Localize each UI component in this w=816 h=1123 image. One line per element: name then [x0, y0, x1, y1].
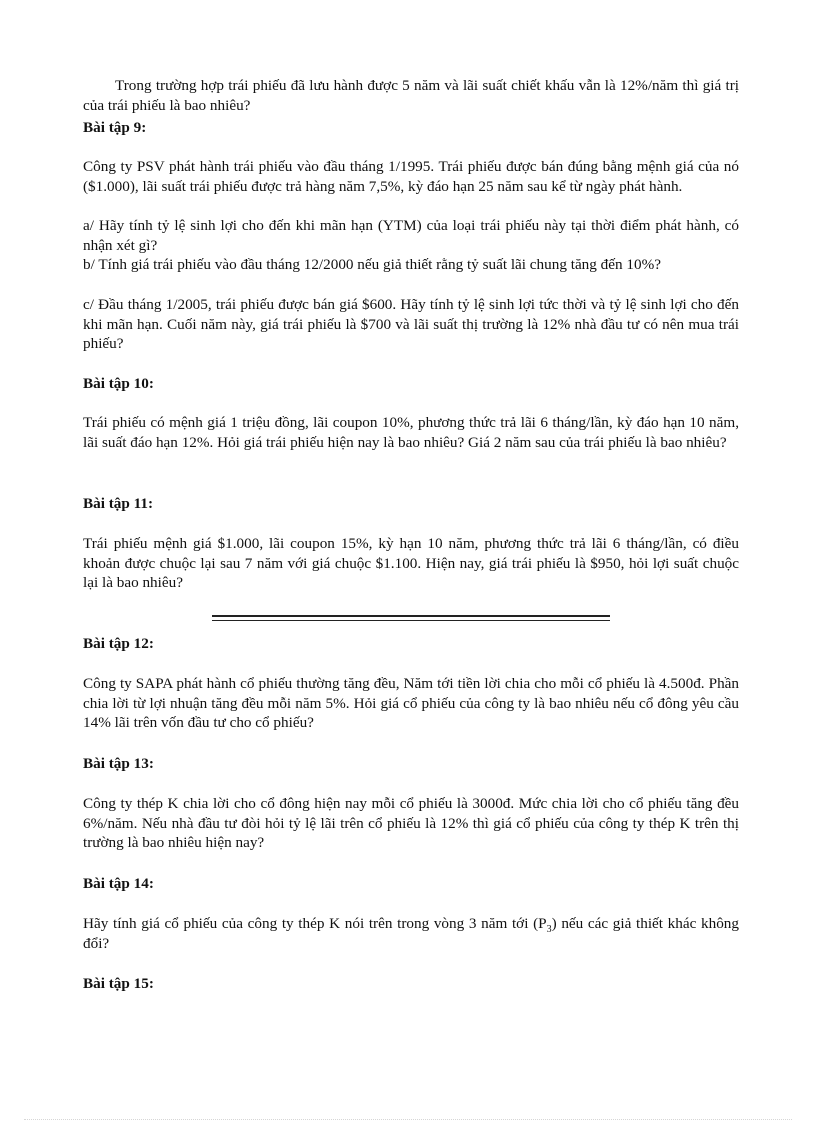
- exercise-15-heading: Bài tập 15:: [83, 975, 154, 992]
- intro-paragraph: Trong trường hợp trái phiếu đã lưu hành được 5 năm và lãi suất chiết khấu vẫn là 12%/năm thì giá trị của trái phiếu là bao nhiêu?: [83, 77, 739, 114]
- exercise-9-heading: Bài tập 9:: [83, 119, 147, 136]
- exercise-14-heading: Bài tập 14:: [83, 875, 154, 892]
- exercise-9-part-b: b/ Tính giá trái phiếu vào đầu tháng 12/2000 nếu giả thiết rằng tỷ suất lãi chung tăng đến 10%?: [83, 256, 661, 273]
- exercise-9-part-c: c/ Đầu tháng 1/2005, trái phiếu được bán giá $600. Hãy tính tỷ lệ sinh lợi tức thời và tỷ lệ sinh lợi cho đến khi mãn hạn. Cuối năm này, giá trái phiếu là $700 và lãi suất thị trường là 12% nhà đầu tư có nên mua trái phiếu?: [83, 296, 739, 352]
- exercise-9-body: Công ty PSV phát hành trái phiếu vào đầu tháng 1/1995. Trái phiếu được bán đúng bằng mệnh giá của nó ($1.000), lãi suất trái phiếu được trả hàng năm 7,5%, kỳ đáo hạn 25 năm sau kể từ ngày phát hành.: [83, 158, 739, 195]
- exercise-14-text-end: ) nếu các giả thiết khác không đổi?: [83, 915, 739, 952]
- exercise-14-body: [83, 914, 739, 953]
- exercise-11-body: Trái phiếu mệnh giá $1.000, lãi coupon 15%, kỳ hạn 10 năm, phương thức trả lãi 6 tháng/lần, có điều khoản được chuộc lại sau 7 năm với giá chuộc $1.100. Hiện nay, giá trái phiếu là $950, hỏi lợi suất chuộc lại là bao nhiêu?: [83, 535, 739, 591]
- exercise-14-subscript: 3: [546, 924, 552, 936]
- exercise-9-part-a: a/ Hãy tính tỷ lệ sinh lợi cho đến khi mãn hạn (YTM) của loại trái phiếu này tại thời điểm phát hành, có nhận xét gì?: [83, 217, 739, 254]
- exercise-10-body: Trái phiếu có mệnh giá 1 triệu đồng, lãi coupon 10%, phương thức trả lãi 6 tháng/lần, kỳ đáo hạn 10 năm, lãi suất đáo hạn 12%. Hỏi giá trái phiếu hiện nay là bao nhiêu? Giá 2 năm sau của trái phiếu là bao nhiêu?: [83, 414, 739, 451]
- exercise-10-heading: Bài tập 10:: [83, 375, 154, 392]
- exercise-13-heading: Bài tập 13:: [83, 755, 154, 772]
- exercise-12-heading: Bài tập 12:: [83, 635, 154, 652]
- page-bottom-border: [24, 1119, 792, 1120]
- exercise-12-body: Công ty SAPA phát hành cổ phiếu thường tăng đều, Năm tới tiền lời chia cho mỗi cổ phiếu là 4.500đ. Phần chia lời từ lợi nhuận tăng đều mỗi năm 5%. Hỏi giá cổ phiếu của công ty là bao nhiêu nếu cổ đông yêu cầu 14% lãi trên vốn đầu tư cho cổ phiếu?: [83, 675, 739, 731]
- exercise-13-body: Công ty thép K chia lời cho cổ đông hiện nay mỗi cổ phiếu là 3000đ. Mức chia lời cho cổ phiếu tăng đều 6%/năm. Nếu nhà đầu tư đòi hỏi tỷ lệ lãi trên cổ phiếu là 12% thì giá cổ phiếu của công ty thép K trên thị trường là bao nhiêu hiện nay?: [83, 795, 739, 851]
- exercise-11-heading: Bài tập 11:: [83, 495, 154, 512]
- exercise-14-text-start: Hãy tính giá cổ phiếu của công ty thép K nói trên trong vòng 3 năm tới (P: [83, 915, 547, 932]
- section-separator: [212, 612, 610, 628]
